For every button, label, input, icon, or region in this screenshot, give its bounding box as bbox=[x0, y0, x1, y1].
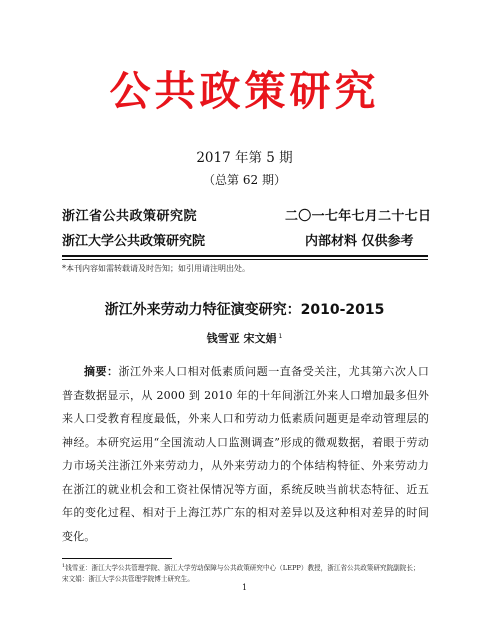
publisher-provincial-institute: 浙江省公共政策研究院 bbox=[62, 209, 198, 224]
publication-date: 二〇一七年七月二十七日 bbox=[285, 209, 432, 224]
article-authors bbox=[0, 331, 489, 346]
article-title: 浙江外来劳动力特征演变研究：2010-2015 bbox=[104, 302, 385, 318]
total-issue-number: （总第 62 期） bbox=[203, 173, 286, 187]
author-names: 钱雪亚 宋文娟 bbox=[206, 332, 277, 345]
header-divider-thin bbox=[62, 259, 428, 260]
internal-use-label: 内部材料 仅供参考 bbox=[305, 234, 414, 249]
footnote-marker: 1 bbox=[62, 563, 66, 569]
journal-masthead: 公共政策研究 bbox=[109, 67, 380, 115]
footnote-line-1-text: 钱雪亚：浙江大学公共管理学院、浙江大学劳动保障与公共政策研究中心（LEPP）教授，浙江省公共政策研究院副院长； bbox=[65, 564, 420, 573]
author-footnote-marker: 1 bbox=[278, 333, 283, 340]
footnote bbox=[62, 561, 442, 585]
article-abstract bbox=[62, 360, 429, 548]
footnote-line-1 bbox=[62, 561, 442, 574]
publisher-university-institute: 浙江大学公共政策研究院 bbox=[62, 234, 206, 249]
header-divider-thick bbox=[62, 255, 428, 257]
abstract-label: 摘要： bbox=[84, 365, 119, 378]
footnote-line-2: 宋文娟：浙江大学公共管理学院博士研究生。 bbox=[62, 575, 194, 584]
page-number: 1 bbox=[241, 583, 248, 592]
abstract-text: 浙江外来人口相对低素质问题一直备受关注，尤其第六次人口普查数据显示，从 2000 到 2010 年的十年间浙江外来人口增加最多但外来人口受教育程度最低，外来人口和劳动力低素质问题更是牵动管理层的神经。本研究运用“全国流动人口监测调查”形成的微观数据，着眼于劳动力市场关注浙江外来劳动力，从外来劳动力的个体结构特征、外来劳动力在浙江的就业机会和工资社保情况等方面，系统反映当前状态特征、近五年的变化过程、相对于上海江苏广东的相对差异以及这种相对差异的时间变化。 bbox=[62, 365, 429, 543]
reprint-notice: *本刊内容如需转载请及时告知；如引用请注明出处。 bbox=[62, 264, 250, 273]
issue-number: 2017 年第 5 期 bbox=[196, 150, 293, 166]
footnote-divider bbox=[62, 558, 172, 559]
